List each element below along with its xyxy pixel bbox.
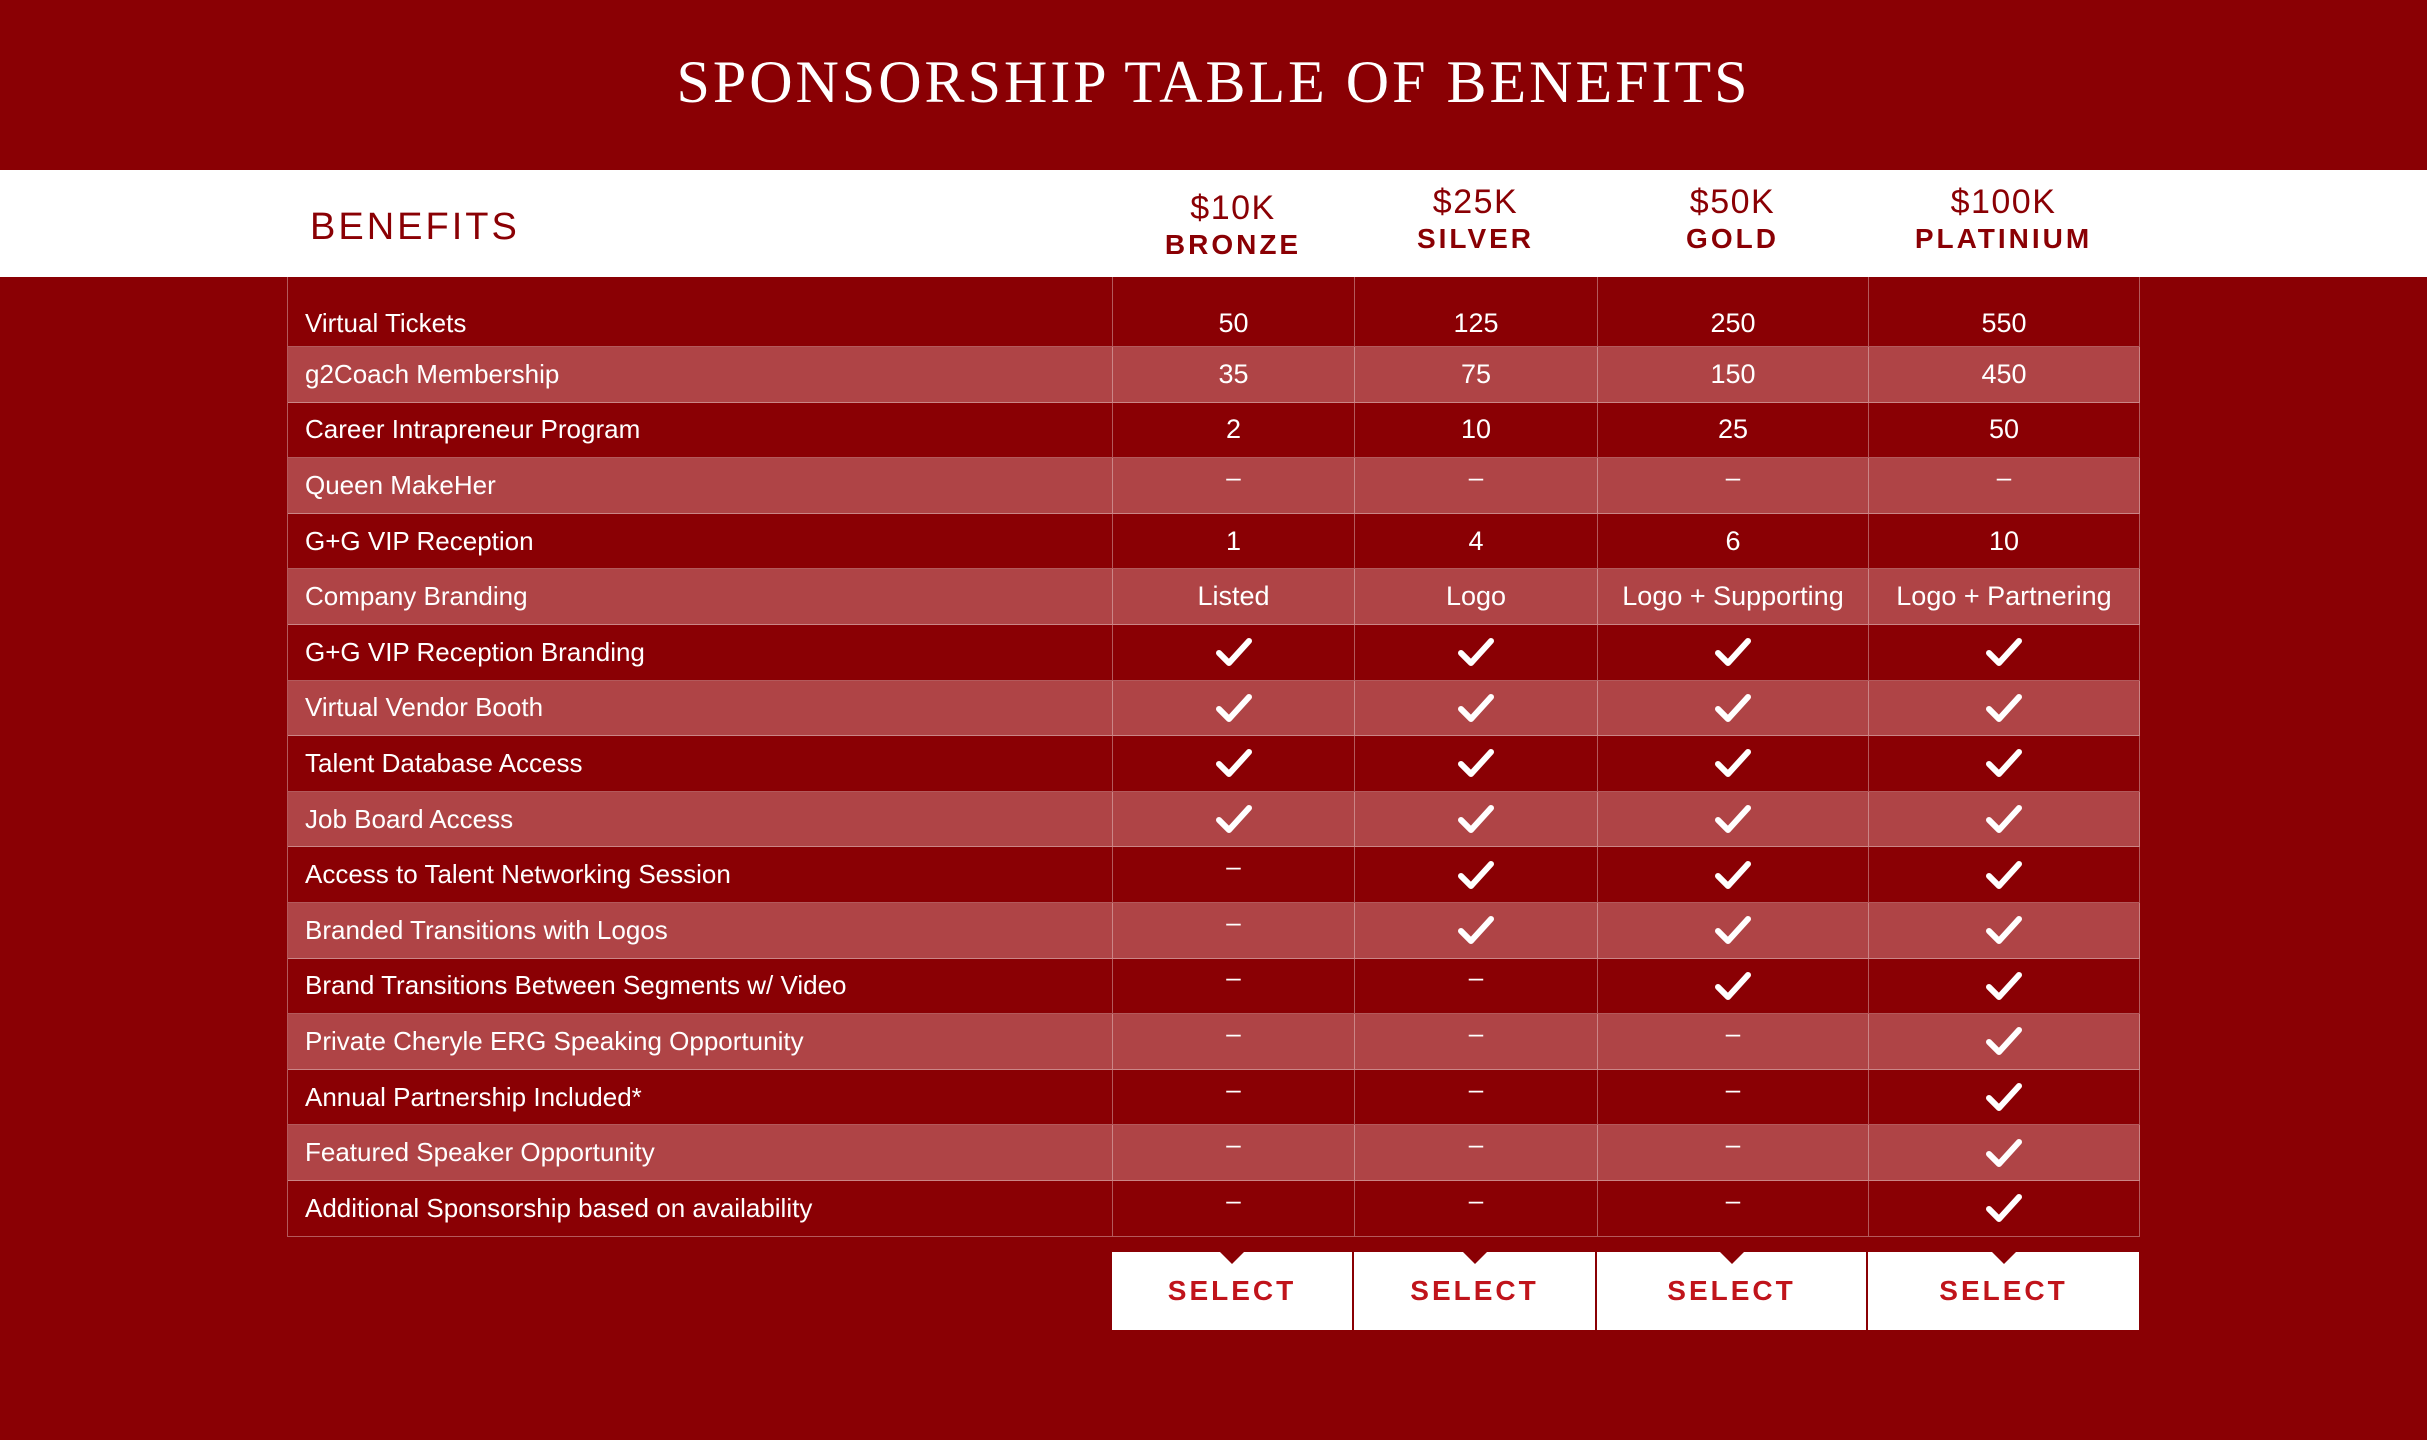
not-included-dash: – <box>1226 851 1241 882</box>
select-label: SELECT <box>1167 1275 1297 1306</box>
checkmark-icon <box>1715 971 1751 1001</box>
benefit-cell-silver <box>1355 514 1598 569</box>
benefit-cell-platinium <box>1869 347 2140 402</box>
benefit-cell-silver <box>1355 403 1598 458</box>
benefit-cell-silver <box>1355 681 1598 736</box>
checkmark-icon <box>1216 748 1252 778</box>
benefit-cell-bronze <box>1113 403 1355 458</box>
checkmark-icon <box>1986 804 2022 834</box>
benefit-value: 75 <box>1460 358 1492 389</box>
benefit-cell-bronze <box>1113 1125 1355 1180</box>
benefit-cell-gold <box>1598 792 1869 847</box>
not-included-dash: – <box>1725 1073 1741 1104</box>
benefit-value: 250 <box>1710 308 1756 338</box>
benefit-cell-gold <box>1598 458 1869 513</box>
benefit-cell-gold <box>1598 514 1869 569</box>
benefit-value: 50 <box>1988 414 2020 445</box>
benefit-cell-platinium <box>1869 514 2140 569</box>
benefit-value: 2 <box>1225 414 1242 445</box>
benefit-cell-platinium <box>1869 847 2140 902</box>
benefit-value: 4 <box>1468 525 1484 556</box>
benefit-cell-bronze <box>1113 903 1355 958</box>
benefit-label: Queen MakeHer <box>288 458 1113 513</box>
benefit-cell-gold <box>1598 681 1869 736</box>
checkmark-icon <box>1986 1082 2022 1112</box>
tier-name: GOLD <box>1686 223 1779 254</box>
benefit-cell-silver <box>1355 792 1598 847</box>
table-row <box>288 1125 2140 1181</box>
notch-marker <box>1720 1252 1744 1264</box>
not-included-dash: – <box>1468 1129 1484 1160</box>
benefit-label: Virtual Vendor Booth <box>288 681 1113 736</box>
checkmark-icon <box>1216 804 1252 834</box>
benefit-cell-platinium <box>1869 959 2140 1014</box>
not-included-dash: – <box>1226 1073 1241 1104</box>
benefit-cell-bronze <box>1113 1070 1355 1125</box>
benefit-cell-silver <box>1355 903 1598 958</box>
benefit-cell-gold <box>1598 903 1869 958</box>
table-row <box>288 625 2140 681</box>
select-platinium-button[interactable] <box>1868 1252 2139 1330</box>
not-included-dash: – <box>1226 1129 1241 1160</box>
benefit-value: 10 <box>1460 414 1492 445</box>
notch-marker <box>1220 1252 1244 1264</box>
benefit-cell-silver <box>1355 959 1598 1014</box>
not-included-dash: – <box>1468 1184 1484 1215</box>
checkmark-icon <box>1458 693 1494 723</box>
page-title: SPONSORSHIP TABLE OF BENEFITS <box>676 49 1751 115</box>
benefit-cell-gold <box>1598 1125 1869 1180</box>
checkmark-icon <box>1715 860 1751 890</box>
checkmark-icon <box>1458 915 1494 945</box>
tier-name: PLATINIUM <box>1914 223 2093 254</box>
checkmark-icon <box>1715 637 1751 667</box>
benefit-cell-gold <box>1598 347 1869 402</box>
benefit-cell-gold <box>1598 277 1869 346</box>
benefit-cell-gold <box>1598 1181 1869 1236</box>
tier-header-bronze <box>1112 188 1354 262</box>
benefit-label: Job Board Access <box>288 792 1113 847</box>
benefit-cell-silver <box>1355 1181 1598 1236</box>
benefit-cell-platinium <box>1869 277 2140 346</box>
benefit-cell-gold <box>1598 847 1869 902</box>
not-included-dash: – <box>1468 1073 1484 1104</box>
select-label: SELECT <box>1939 1275 2068 1306</box>
benefit-cell-silver <box>1355 736 1598 791</box>
table-row <box>288 403 2140 459</box>
tier-price: $100K <box>1950 183 2057 221</box>
benefit-cell-bronze <box>1113 792 1355 847</box>
select-buttons-row <box>1112 1252 2139 1330</box>
benefit-cell-bronze <box>1113 458 1355 513</box>
checkmark-icon <box>1216 693 1252 723</box>
benefit-cell-bronze <box>1113 1181 1355 1236</box>
benefit-cell-platinium <box>1869 1125 2140 1180</box>
table-row <box>288 681 2140 737</box>
benefit-label: G+G VIP Reception Branding <box>288 625 1113 680</box>
tier-header-platinium <box>1868 182 2139 256</box>
table-row <box>288 959 2140 1015</box>
benefit-cell-bronze <box>1113 347 1355 402</box>
table-row <box>288 1014 2140 1070</box>
checkmark-icon <box>1458 637 1494 667</box>
not-included-dash: – <box>1725 1017 1741 1048</box>
checkmark-icon <box>1458 804 1494 834</box>
select-label: SELECT <box>1410 1275 1539 1306</box>
checkmark-icon <box>1715 915 1751 945</box>
benefit-label: G+G VIP Reception <box>288 514 1113 569</box>
not-included-dash: – <box>1226 461 1241 492</box>
benefit-label: Annual Partnership Included* <box>288 1070 1113 1125</box>
benefit-label: Featured Speaker Opportunity <box>288 1125 1113 1180</box>
checkmark-icon <box>1458 748 1494 778</box>
benefit-cell-gold <box>1598 959 1869 1014</box>
benefit-cell-gold <box>1598 736 1869 791</box>
table-row <box>288 347 2140 403</box>
tier-header-silver <box>1354 182 1597 256</box>
not-included-dash: – <box>1226 906 1241 937</box>
not-included-dash: – <box>1226 1184 1241 1215</box>
not-included-dash: – <box>1725 1129 1741 1160</box>
benefit-label: Private Cheryle ERG Speaking Opportunity <box>288 1014 1113 1069</box>
benefit-value: Listed <box>1197 581 1270 612</box>
checkmark-icon <box>1458 860 1494 890</box>
benefit-value: 125 <box>1453 308 1499 338</box>
benefit-cell-bronze <box>1113 847 1355 902</box>
table-row <box>288 736 2140 792</box>
checkmark-icon <box>1715 748 1751 778</box>
checkmark-icon <box>1986 637 2022 667</box>
tier-name: SILVER <box>1416 223 1535 254</box>
table-header <box>0 170 2427 277</box>
benefit-value: 50 <box>1218 308 1249 338</box>
benefit-label: Talent Database Access <box>288 736 1113 791</box>
benefit-label: Branded Transitions with Logos <box>288 903 1113 958</box>
benefit-cell-platinium <box>1869 403 2140 458</box>
benefit-cell-platinium <box>1869 1070 2140 1125</box>
checkmark-icon <box>1986 1026 2022 1056</box>
tier-name: BRONZE <box>1164 229 1302 260</box>
benefit-cell-platinium <box>1869 792 2140 847</box>
benefit-label: Brand Transitions Between Segments w/ Video <box>288 959 1113 1014</box>
benefit-cell-gold <box>1598 625 1869 680</box>
benefit-cell-bronze <box>1113 625 1355 680</box>
not-included-dash: – <box>1725 1184 1741 1215</box>
benefits-table <box>287 277 2140 1237</box>
benefit-cell-gold <box>1598 1014 1869 1069</box>
tier-price: $50K <box>1689 183 1776 221</box>
checkmark-icon <box>1986 748 2022 778</box>
not-included-dash: – <box>1468 461 1484 492</box>
benefit-value: Logo + Partnering <box>1896 581 2112 612</box>
benefit-cell-bronze <box>1113 959 1355 1014</box>
benefit-value: 6 <box>1725 525 1741 556</box>
benefit-cell-platinium <box>1869 458 2140 513</box>
checkmark-icon <box>1986 860 2022 890</box>
benefit-cell-silver <box>1355 847 1598 902</box>
benefit-label: Access to Talent Networking Session <box>288 847 1113 902</box>
benefit-cell-bronze <box>1113 1014 1355 1069</box>
tier-price: $25K <box>1432 183 1519 221</box>
table-row <box>288 514 2140 570</box>
benefit-value: 450 <box>1981 358 2027 389</box>
not-included-dash: – <box>1468 1017 1484 1048</box>
not-included-dash: – <box>1226 962 1241 993</box>
benefit-cell-bronze <box>1113 681 1355 736</box>
tier-header-gold <box>1597 182 1868 256</box>
benefit-cell-platinium <box>1869 1181 2140 1236</box>
table-row <box>288 903 2140 959</box>
checkmark-icon <box>1986 1138 2022 1168</box>
benefit-cell-bronze <box>1113 569 1355 624</box>
not-included-dash: – <box>1226 1017 1241 1048</box>
benefits-column-header: BENEFITS <box>310 206 520 248</box>
benefit-cell-silver <box>1355 347 1598 402</box>
benefit-value: 1 <box>1225 525 1242 556</box>
benefit-label: Career Intrapreneur Program <box>288 403 1113 458</box>
table-row <box>288 847 2140 903</box>
table-row <box>288 277 2140 347</box>
table-row <box>288 1181 2140 1237</box>
benefit-cell-silver <box>1355 625 1598 680</box>
benefit-cell-silver <box>1355 458 1598 513</box>
benefit-value: 25 <box>1717 414 1749 445</box>
benefit-cell-bronze <box>1113 514 1355 569</box>
benefit-cell-platinium <box>1869 1014 2140 1069</box>
checkmark-icon <box>1216 637 1252 667</box>
benefit-cell-silver <box>1355 277 1598 346</box>
benefit-value: 150 <box>1710 358 1756 389</box>
checkmark-icon <box>1986 971 2022 1001</box>
select-gold-button[interactable] <box>1597 1252 1868 1330</box>
benefit-cell-silver <box>1355 1125 1598 1180</box>
table-row <box>288 1070 2140 1126</box>
benefit-value: 10 <box>1988 525 2020 556</box>
benefit-cell-platinium <box>1869 736 2140 791</box>
benefit-value: Logo + Supporting <box>1622 581 1844 612</box>
benefit-label: Company Branding <box>288 569 1113 624</box>
select-silver-button[interactable] <box>1354 1252 1597 1330</box>
benefit-label: Virtual Tickets <box>288 277 1113 346</box>
benefit-cell-platinium <box>1869 903 2140 958</box>
not-included-dash: – <box>1468 962 1484 993</box>
table-row <box>288 458 2140 514</box>
checkmark-icon <box>1715 804 1751 834</box>
checkmark-icon <box>1986 915 2022 945</box>
benefit-cell-gold <box>1598 1070 1869 1125</box>
checkmark-icon <box>1986 693 2022 723</box>
benefit-cell-bronze <box>1113 736 1355 791</box>
notch-marker <box>1992 1252 2016 1264</box>
benefit-cell-platinium <box>1869 681 2140 736</box>
benefit-cell-bronze <box>1113 277 1355 346</box>
benefit-cell-silver <box>1355 569 1598 624</box>
checkmark-icon <box>1986 1193 2022 1223</box>
benefit-value: Logo <box>1445 581 1507 612</box>
benefit-cell-silver <box>1355 1014 1598 1069</box>
tier-price: $10K <box>1190 189 1276 227</box>
select-bronze-button[interactable] <box>1112 1252 1354 1330</box>
benefit-label: g2Coach Membership <box>288 347 1113 402</box>
benefit-cell-platinium <box>1869 625 2140 680</box>
benefit-value: 35 <box>1218 358 1249 389</box>
table-row <box>288 792 2140 848</box>
benefit-value: 550 <box>1981 308 2027 338</box>
benefit-cell-platinium <box>1869 569 2140 624</box>
table-row <box>288 569 2140 625</box>
not-included-dash: – <box>1725 461 1741 492</box>
select-label: SELECT <box>1667 1275 1796 1306</box>
notch-marker <box>1463 1252 1487 1264</box>
benefit-cell-silver <box>1355 1070 1598 1125</box>
not-included-dash: – <box>1996 461 2012 492</box>
benefit-label: Additional Sponsorship based on availability <box>288 1181 1113 1236</box>
benefit-cell-gold <box>1598 403 1869 458</box>
checkmark-icon <box>1715 693 1751 723</box>
benefit-cell-gold <box>1598 569 1869 624</box>
